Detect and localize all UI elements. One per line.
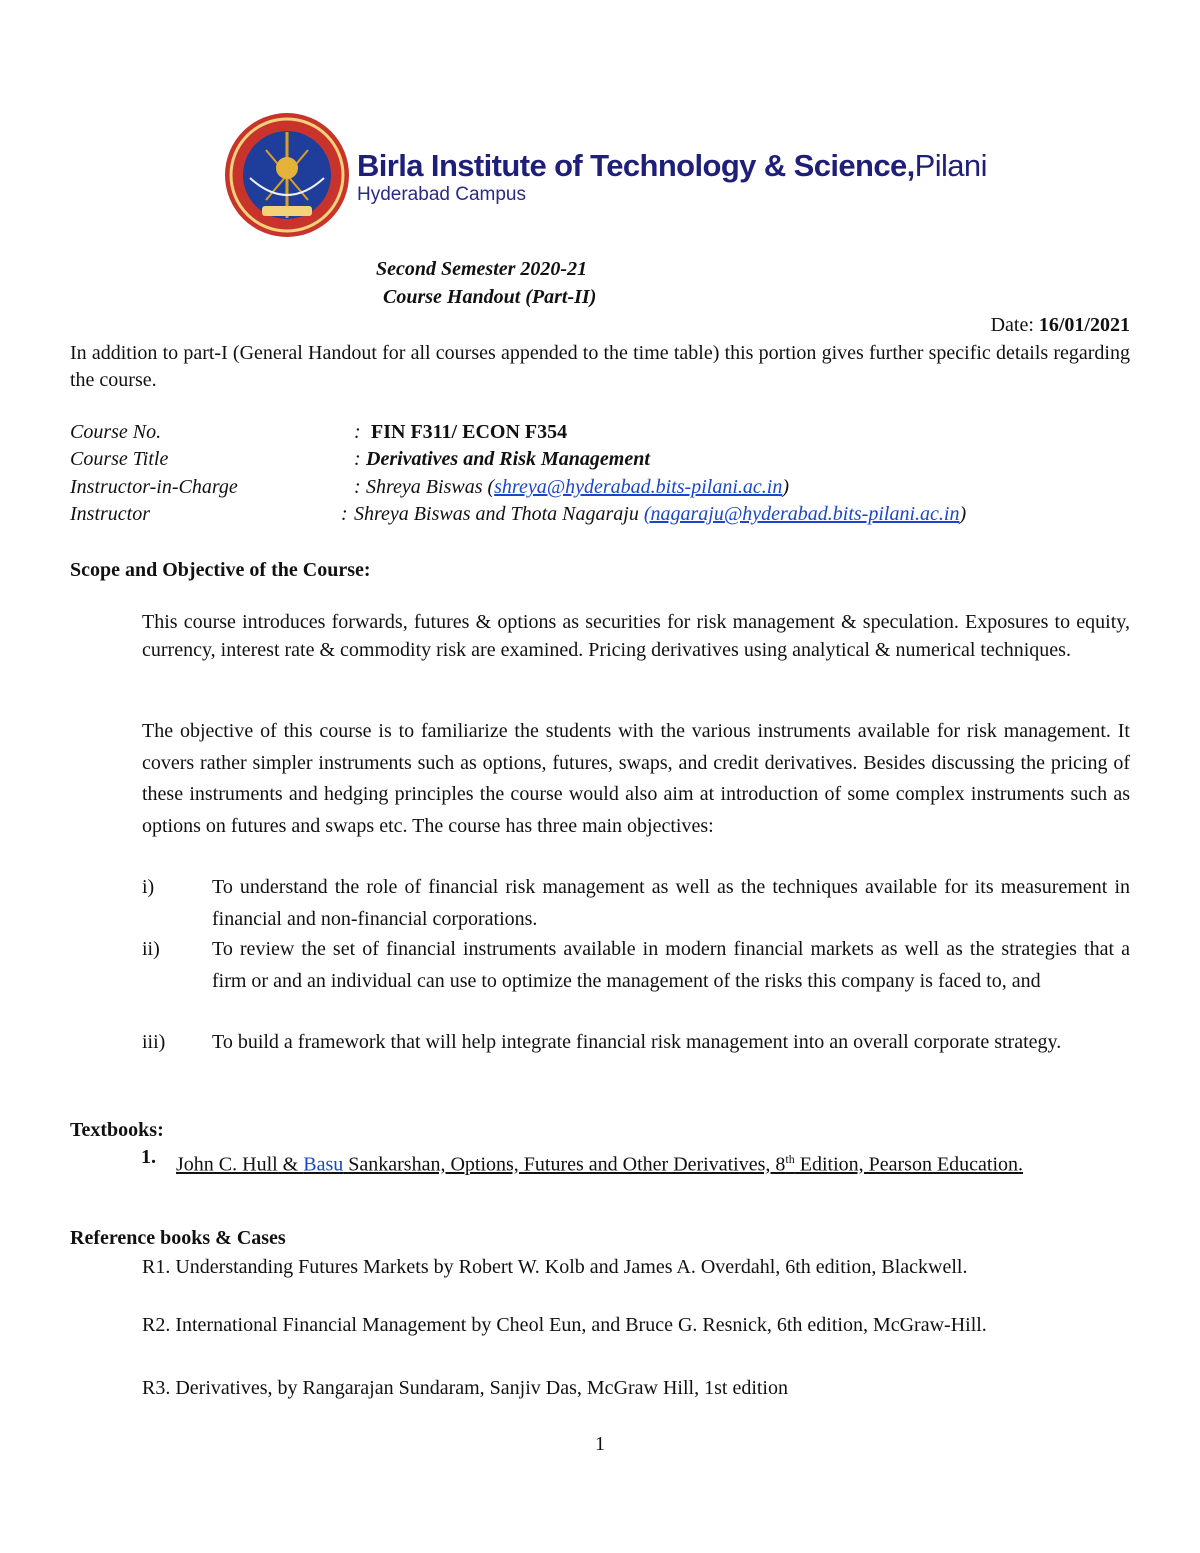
ic-name: Shreya Biswas (	[366, 476, 495, 498]
scope-heading: Scope and Objective of the Course:	[70, 559, 371, 581]
objective-number: iii)	[142, 1031, 166, 1053]
course-title-value: Derivatives and Risk Management	[366, 448, 650, 470]
reference-item: R1. Understanding Futures Markets by Robert W. Kolb and James A. Overdahl, 6th edition, Blackwell.	[142, 1256, 968, 1278]
ic-close: )	[782, 476, 789, 498]
ic-email-link[interactable]: shreya@hyderabad.bits-pilani.ac.in	[494, 476, 783, 498]
semester-title: Second Semester 2020-21	[376, 258, 588, 280]
objective-item	[142, 934, 1130, 1026]
bits-pilani-seal-icon	[222, 110, 352, 240]
objective-text: To review the set of financial instruments available in modern financial markets as well as the strategies that a firm or and an individual can use to optimize the management of the risks this company is faced to, and	[212, 938, 1130, 992]
textbook-part-blue: Basu	[303, 1153, 344, 1176]
textbook-part-1: John C. Hull &	[176, 1153, 304, 1176]
textbook-entry	[176, 1146, 1130, 1179]
instructor-email-link[interactable]: (nagaraju@hyderabad.bits-pilani.ac.in	[643, 503, 960, 525]
textbook-part-3: Edition, Pearson Education.	[794, 1153, 1024, 1176]
colon: :	[354, 448, 361, 470]
instructor-names: Shreya Biswas and Thota Nagaraju	[354, 503, 644, 525]
course-no-value: FIN F311/ ECON F354	[371, 421, 568, 443]
campus-name: Hyderabad Campus	[357, 184, 526, 205]
textbook-sup: th	[785, 1152, 795, 1166]
objective-item	[142, 872, 1130, 932]
page-number: 1	[595, 1433, 605, 1455]
date-label: Date:	[990, 314, 1034, 336]
textbook-part-2: Sankarshan, Options, Futures and Other Derivatives, 8	[343, 1153, 786, 1176]
institute-name-bold: Birla Institute of Technology & Science,	[357, 148, 915, 183]
colon: :	[354, 421, 361, 443]
reference-item: R3. Derivatives, by Rangarajan Sundaram, Sanjiv Das, McGraw Hill, 1st edition	[142, 1377, 788, 1399]
instructor-in-charge-row	[70, 476, 789, 499]
course-no-row	[70, 421, 568, 444]
references-heading: Reference books & Cases	[70, 1227, 286, 1249]
objective-number: ii)	[142, 938, 160, 960]
institute-name-light: Pilani	[914, 148, 987, 183]
instructor-close: )	[959, 503, 967, 525]
intro-paragraph: In addition to part-I (General Handout for all courses appended to the time table) this portion gives further specific details regarding the course.	[70, 342, 1130, 391]
instructor-row	[70, 503, 967, 526]
course-no-label: Course No.	[70, 421, 162, 443]
scope-paragraph: This course introduces forwards, futures & options as securities for risk management & speculation. Exposures to equity, currency, interest rate & commodity risk are examined. Pricing derivatives using analytical & numerical techniques.	[142, 611, 1130, 661]
objective-paragraph: The objective of this course is to familiarize the students with the various instruments available for risk management. It covers rather simpler instruments such as options, futures, swaps, and credit derivatives. Besides discussing the pricing of these instruments and hedging principles the course would also aim at introduction of some complex instruments such as options on futures and swaps etc. The course has three main objectives:	[142, 720, 1130, 837]
ic-value	[366, 476, 789, 499]
course-title-row	[70, 448, 650, 471]
colon: :	[354, 476, 361, 498]
textbook-number: 1.	[141, 1146, 156, 1168]
objective-number: i)	[142, 876, 155, 898]
course-title-label: Course Title	[70, 448, 169, 470]
objective-text: To understand the role of financial risk management as well as the techniques available for its measurement in financial and non-financial corporations.	[212, 876, 1130, 930]
reference-item: R2. International Financial Management by Cheol Eun, and Bruce G. Resnick, 6th edition, McGraw-Hill.	[142, 1314, 987, 1336]
institute-name	[357, 148, 987, 184]
handout-title: Course Handout (Part-II)	[383, 286, 597, 308]
instructor-label: Instructor	[70, 503, 150, 525]
date-line	[991, 314, 1130, 337]
objective-item	[142, 1027, 1130, 1087]
objective-text: To build a framework that will help integrate financial risk management into an overall corporate strategy.	[212, 1031, 1062, 1053]
date-value: 16/01/2021	[1038, 314, 1130, 336]
colon: :	[341, 503, 348, 525]
ic-label: Instructor-in-Charge	[70, 476, 238, 498]
instructor-value	[354, 503, 966, 526]
textbooks-heading: Textbooks:	[70, 1119, 164, 1141]
